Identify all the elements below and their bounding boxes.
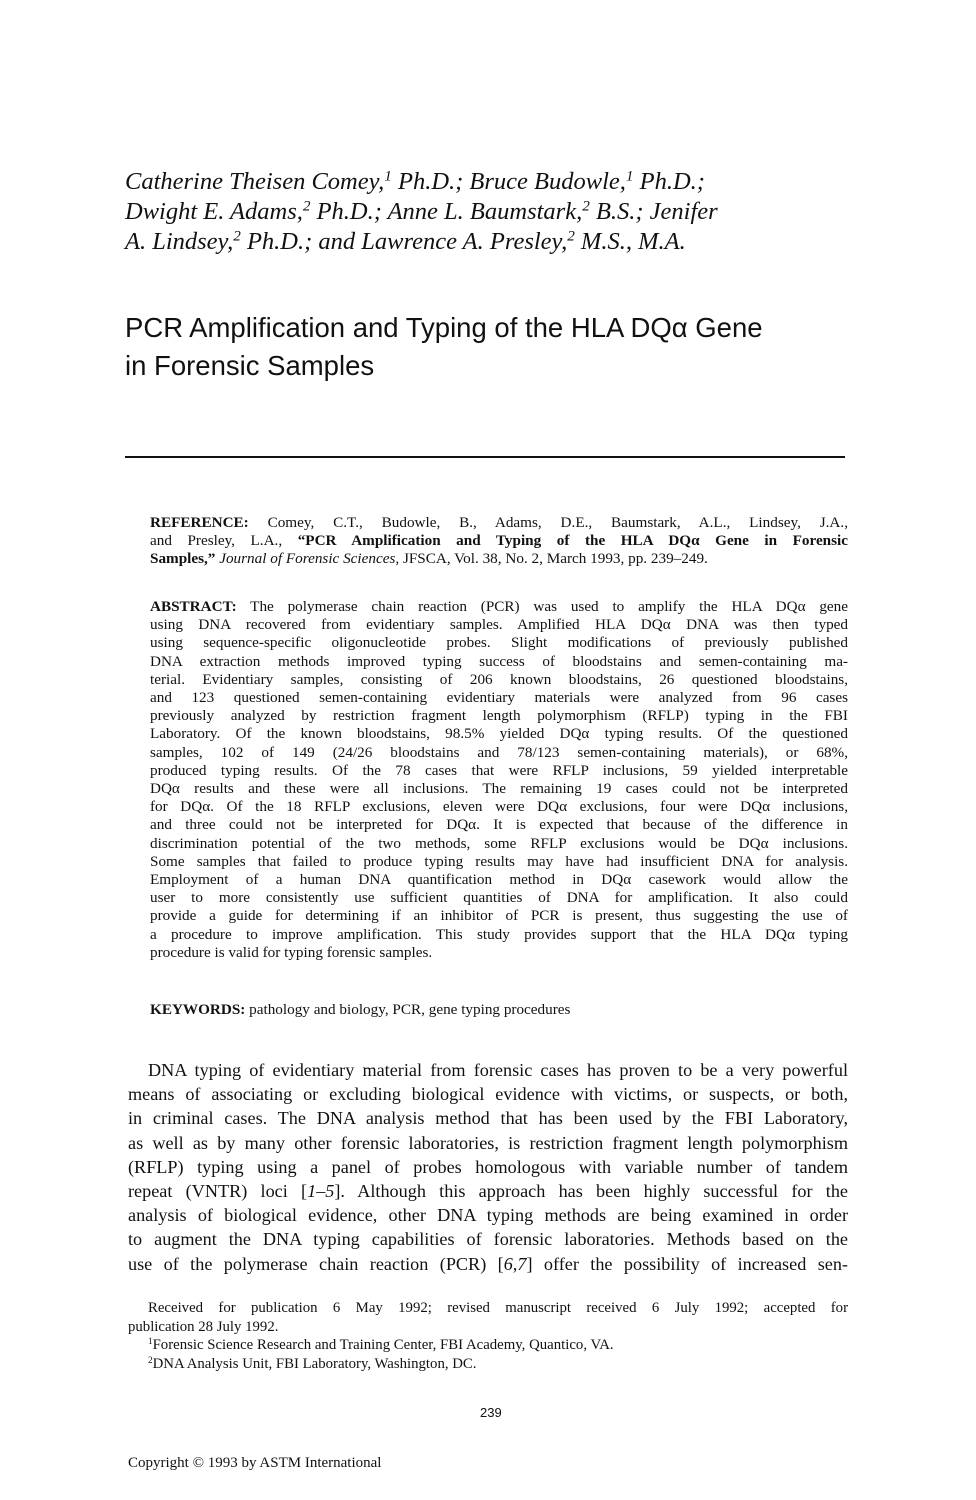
keywords-line [150,1001,848,1019]
abstract-text: and three could not be interpreted for DQα. It is expected that because of the difference in [150,816,848,834]
abstract-text: provide a guide for determining if an inhibitor of PCR is present, thus suggesting the use of [150,907,848,925]
abstract-line [150,634,848,652]
abstract-line [150,671,848,689]
reference-line [150,532,848,550]
authors-text: Ph.D.; and Lawrence A. Presley, [240,228,568,255]
abstract-text: previously analyzed by restriction fragment length polymorphism (RFLP) typing in the FBI [150,707,848,725]
abstract-text: produced typing results. Of the 78 cases that were RFLP inclusions, 59 yielded interpretable [150,761,848,779]
abstract-text: terial. Evidentiary samples, consisting of 206 known bloodstains, 26 questioned bloodstains, [150,670,848,688]
title-text: PCR Amplification and Typing of the HLA DQα Gene [125,312,763,343]
abstract-text: samples, 102 of 149 (24/26 bloodstains and 78/123 semen-containing materials), or 68%, [150,743,848,761]
footnotes-text: Forensic Science Research and Training Center, FBI Academy, Quantico, VA. [152,1337,614,1354]
abstract-line [150,871,848,889]
authors-text: 1 [384,167,392,185]
abstract-line [150,780,848,798]
body-text: ] offer the possibility of increased sen- [526,1253,848,1274]
body-line [128,1227,848,1251]
title-line [125,312,763,344]
authors-text: 1 [625,167,634,185]
body-text: to augment the DNA typing capabilities of forensic laboratories. Methods based on the [128,1229,848,1250]
body-text: analysis of biological evidence, other DNA typing methods are being examined in order [128,1205,848,1226]
body-line [128,1155,848,1179]
body-text: ]. Although this approach has been highly successful for the [334,1181,848,1201]
authors-text: 2 [567,227,575,245]
footnotes-line [128,1318,848,1336]
reference-text: REFERENCE: [150,514,249,531]
abstract-line [150,616,848,634]
page-number: 239 [480,1405,502,1420]
title-divider [125,456,845,458]
footnotes-text: DNA Analysis Unit, FBI Laboratory, Washington, DC. [152,1355,477,1372]
authors-line [125,168,705,196]
abstract-line [150,725,848,743]
authors-text: A. Lindsey, [125,228,234,255]
abstract-text: using sequence-specific oligonucleotide probes. Slight modifications of previously published [150,634,848,652]
reference-line [150,550,848,568]
keywords-text: KEYWORDS: [150,1001,246,1018]
abstract-text: and 123 questioned semen-containing evidentiary materials were analyzed from 96 cases [150,689,848,706]
reference-text: “PCR Amplification and Typing of the HLA DQα Gene in Forensic [297,532,848,550]
abstract-line [150,798,848,816]
reference-text: Samples,” [150,550,216,568]
abstract-text: for DQα. Of the 18 RFLP exclusions, eleven were DQα exclusions, four were DQα inclusions, [150,798,848,816]
authors-text: 2 [582,197,590,215]
abstract-line [150,653,848,671]
abstract-line [150,926,848,944]
authors-text: Ph.D.; [633,168,705,195]
abstract-line [150,853,848,871]
reference-text: Journal of Forensic Sciences [219,550,396,568]
footnotes-text: publication 28 July 1992. [128,1318,279,1335]
body-text: as well as by many other forensic laboratories, is restriction fragment length polymorphism [128,1132,848,1153]
body-text: 1–5 [307,1181,335,1201]
abstract-text: Laboratory. Of the known bloodstains, 98.5% yielded DQα typing results. Of the questioned [150,725,848,743]
body-text: DNA typing of evidentiary material from forensic cases has proven to be a very powerful [148,1060,848,1080]
footnotes-text: Received for publication 6 May 1992; revised manuscript received 6 July 1992; accepted for [148,1300,848,1316]
body-text: in criminal cases. The DNA analysis method that has been used by the FBI Laboratory, [128,1108,848,1129]
abstract-text: procedure is valid for typing forensic samples. [150,943,433,961]
abstract-text: Employment of a human DNA quantification method in DQα casework would allow the [150,871,848,888]
body-line [128,1106,848,1130]
abstract-text: DQα results and these were all inclusions. The remaining 19 cases could not be interpreted [150,780,848,797]
authors-text: Catherine Theisen Comey, [125,168,385,195]
footnotes-text: 1 [148,1336,153,1347]
body-text: repeat (VNTR) loci [ [128,1181,308,1201]
footnotes-line [128,1355,848,1373]
abstract-line [150,816,848,834]
body-line [128,1131,848,1155]
authors-text: M.S., M.A. [574,228,686,255]
authors-text: Dwight E. Adams, [125,198,303,225]
abstract-line [150,689,848,707]
body-text: 6,7 [503,1253,527,1274]
copyright-notice: Copyright © 1993 by ASTM International [128,1455,382,1471]
body-line [128,1203,848,1227]
body-line [128,1058,848,1082]
body-line [128,1179,848,1203]
reference-line [150,514,848,532]
authors-line [125,198,718,226]
body-text: use of the polymerase chain reaction (PCR) [ [128,1253,504,1274]
abstract-line [150,944,848,962]
abstract-text: a procedure to improve amplification. This study provides support that the HLA DQα typing [150,925,848,943]
abstract-line [150,598,848,616]
abstract-text: Some samples that failed to produce typing results may have had insufficient DNA for analysis. [150,852,848,870]
abstract-text: discrimination potential of the two methods, some RFLP exclusions would be DQα inclusions. [150,834,848,852]
body-text: means of associating or excluding biological evidence with victims, or suspects, or both, [128,1084,848,1105]
reference-text: and Presley, L.A., [150,532,298,550]
abstract-line [150,835,848,853]
abstract-line [150,707,848,725]
reference-text: Comey, C.T., Budowle, B., Adams, D.E., Baumstark, A.L., Lindsey, J.A., [248,514,848,531]
abstract-text: using DNA recovered from evidentiary samples. Amplified HLA DQα DNA was then typed [150,616,848,634]
abstract-line [150,907,848,925]
footnotes-line [128,1336,848,1354]
authors-text: Ph.D.; Bruce Budowle, [391,168,626,195]
abstract-text: DNA extraction methods improved typing success of bloodstains and semen-containing ma- [150,652,848,670]
abstract-line [150,744,848,762]
authors-line [125,228,686,256]
title-text: in Forensic Samples [125,350,375,381]
body-line [128,1082,848,1106]
keywords-text: pathology and biology, PCR, gene typing procedures [245,1001,571,1018]
authors-text: B.S.; Jenifer [589,198,718,225]
body-line [128,1252,848,1276]
abstract-text: user to more consistently use sufficient quantities of DNA for amplification. It also could [150,889,848,907]
authors-text: 2 [233,227,241,245]
abstract-line [150,889,848,907]
body-text: (RFLP) typing using a panel of probes homologous with variable number of tandem [128,1156,848,1177]
footnotes-line [128,1299,848,1317]
title-line [125,350,374,382]
authors-text: Ph.D.; Anne L. Baumstark, [310,198,583,225]
authors-text: 2 [302,197,311,215]
abstract-text: ABSTRACT: [150,598,237,615]
footnotes-text: 2 [148,1354,153,1365]
abstract-text: The polymerase chain reaction (PCR) was used to amplify the HLA DQα gene [236,598,848,615]
reference-text: , JFSCA, Vol. 38, No. 2, March 1993, pp. 239–249. [395,550,708,568]
abstract-line [150,762,848,780]
